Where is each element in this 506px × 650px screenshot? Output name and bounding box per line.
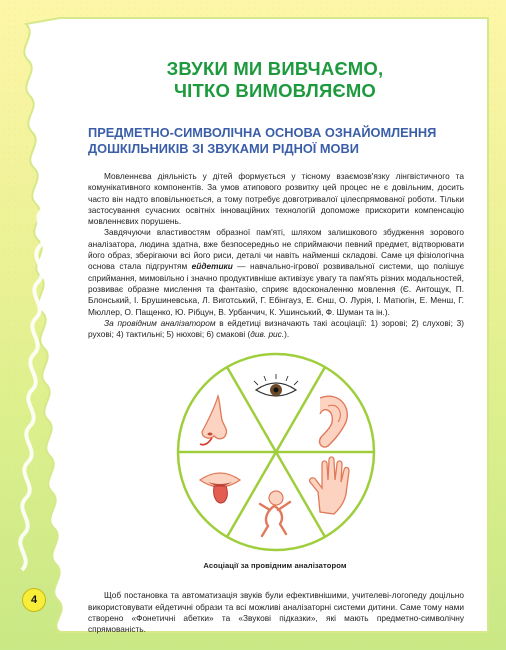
section-title-line1: ПРЕДМЕТНО-СИМВОЛІЧНА ОСНОВА ОЗНАЙОМЛЕННЯ [88, 125, 437, 140]
paragraph-2-rest: — навчально-ігрової розвивальної системи, що полішує сприймання, мимовільно і значно продуктивніше активізує увагу та пам'ять різних модальностей, розвиває образне мислення та фантазію, сприяє вдосконаленню мовлення (Є. Антощук, П. Блонський, І. Брушиневська, Л. Виготський, Г. Ебінгауз, Е. Єнш, О. Лурія, І. Матюгін, Е. Менш, Г. Мюллер, О. Пащенко, Ю. Рібцун, В. Урбанчич, К. Ушинський, Ф. Шуман та ін.). [88, 261, 464, 317]
figure-caption: Асоціації за провідним аналізатором [203, 561, 347, 571]
page-content [84, 58, 466, 635]
paragraph-4: Щоб постановка та автоматизація звуків були ефективнішими, учителеві-логопеду доцільно використовувати ейдетичні образи та всі можливі аналізаторні системи дитини. Саме тому нами створено «Фонетичні абетки» та «Звукові підказки», які мають предметно-символічну спрямованість. [88, 590, 464, 635]
section-title-line2: ДОШКІЛЬНИКІВ ЗІ ЗВУКАМИ РІДНОЇ МОВИ [88, 141, 359, 156]
paragraph-2-cont: ця фізіологічна основа стала підгрунтям [88, 250, 464, 272]
figure-ref: див. рис. [250, 329, 285, 340]
page-title-line1: ЗВУКИ МИ ВИВЧАЄМО, [166, 58, 384, 79]
association-wheel [84, 350, 466, 555]
term-eidetics: ейдетики [191, 261, 233, 272]
paragraph-3 [84, 318, 466, 341]
section-title [88, 125, 466, 157]
page-title-line2: ЧІТКО ВИМОВЛЯЄМО [173, 80, 377, 101]
paragraph-3-end: ). [284, 329, 290, 340]
paragraph-2 [84, 227, 466, 317]
paragraph-1: Мовленнєва діяльність у дітей формується у тісному взаємозв'язку лінгвістичного та комунікативного компонентів. За умов атипового розвитку цей процес не є довільним, досить часто він надто вповільнюється, а тому потребує довготривалої цілеспрямованої роботи. Тільки застосування сучасних освітніх інноваційних технологій допоможе прискорити компенсацію мовленнєвих порушень. [88, 171, 464, 227]
paragraph-2-text: Завдячуючи властивостям образної пам'яті, шляхом залишкового збудження зорового аналізатора, людина здатна, вже безпосередньо не сприймаючи певний предмет, відтворювати його образ, зберігаючи всі його риси, деталі чи навіть найменші складові. Саме [88, 227, 464, 261]
page-title [84, 58, 466, 102]
wheel-svg [84, 350, 466, 555]
page-number: 4 [22, 588, 46, 612]
term-analyzer: За провідним аналізатором [104, 317, 216, 328]
paragraph-3-text: в ейдетиці визначають такі асоціації: 1) зорові; 2) слухові; 3) рухові; 4) тактильні; 5) нюхові; 6) смакові ( [88, 317, 464, 340]
